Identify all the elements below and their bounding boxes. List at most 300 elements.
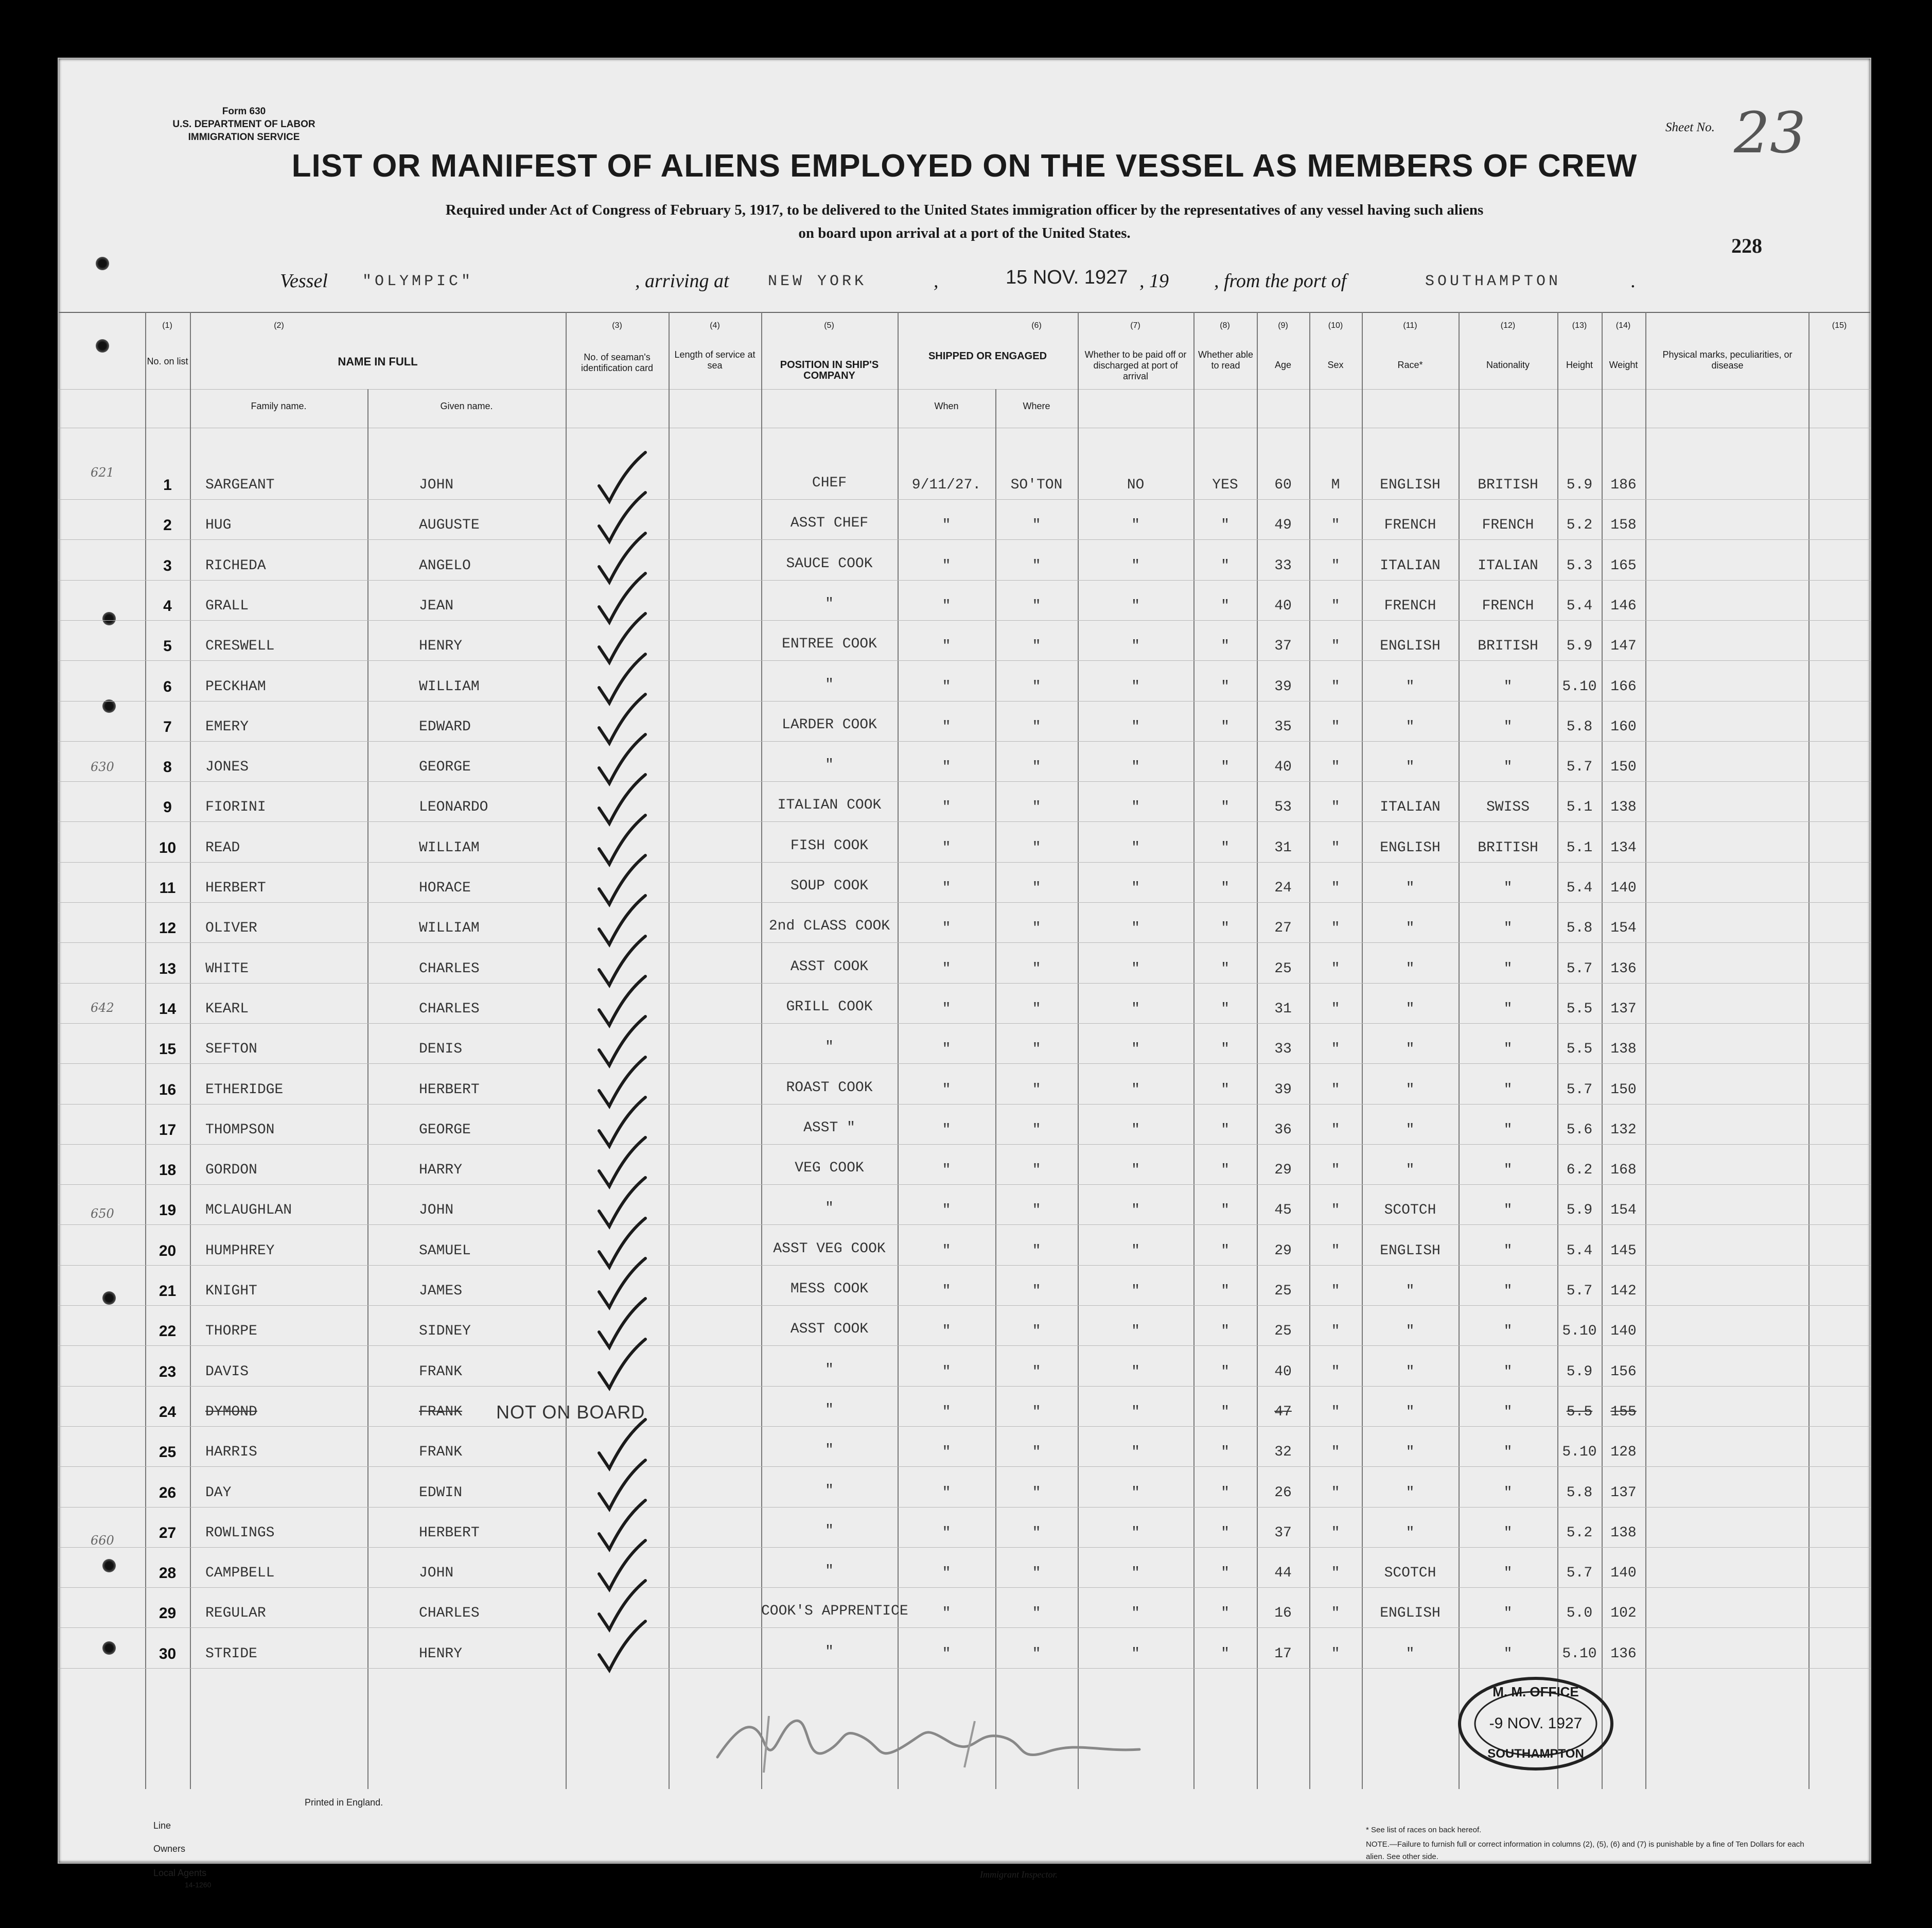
nationality: " xyxy=(1503,1524,1513,1541)
header-able-to-read: Whether able to read xyxy=(1198,349,1254,371)
race: " xyxy=(1406,1283,1415,1299)
subtitle-line-2: on board upon arrival at a port of the United States. xyxy=(798,225,1131,241)
table-row xyxy=(59,1392,1870,1432)
header-paid-off: Whether to be paid off or discharged at port of arrival xyxy=(1084,349,1187,381)
row-number: 11 xyxy=(159,880,176,897)
header-when: When xyxy=(934,401,959,411)
race: ITALIAN xyxy=(1380,799,1441,816)
table-row xyxy=(59,667,1870,707)
sex: " xyxy=(1331,598,1340,614)
able-to-read: " xyxy=(1221,1605,1230,1622)
paid-off: " xyxy=(1131,1404,1140,1420)
able-to-read: " xyxy=(1221,718,1230,735)
manifest-sheet xyxy=(58,58,1871,1889)
table-row xyxy=(59,1634,1870,1674)
weight: 136 xyxy=(1610,960,1637,977)
sex: " xyxy=(1331,759,1340,776)
position: COOK'S APPRENTICE xyxy=(761,1603,908,1620)
age: 31 xyxy=(1274,1001,1292,1017)
position: " xyxy=(825,1401,834,1418)
paid-off: " xyxy=(1131,1524,1140,1541)
margin-note: 621 xyxy=(91,465,114,480)
race: " xyxy=(1406,1444,1415,1461)
position: GRILL COOK xyxy=(786,998,873,1015)
shipped-when: " xyxy=(942,1484,951,1501)
sex: " xyxy=(1331,1605,1340,1622)
age: 26 xyxy=(1274,1484,1292,1501)
given-name: FRANK xyxy=(419,1404,463,1420)
nationality: " xyxy=(1503,1162,1513,1179)
nationality: BRITISH xyxy=(1478,638,1538,655)
row-number: 15 xyxy=(159,1041,177,1058)
shipped-where: " xyxy=(1032,1565,1041,1582)
nationality: " xyxy=(1503,1202,1513,1219)
height: 5.8 xyxy=(1566,718,1593,735)
height: 5.9 xyxy=(1566,477,1593,493)
sex: " xyxy=(1331,1363,1340,1380)
row-number: 24 xyxy=(159,1403,177,1421)
able-to-read: " xyxy=(1221,1444,1230,1461)
sex: " xyxy=(1331,839,1340,856)
age: 60 xyxy=(1274,477,1292,493)
weight: 140 xyxy=(1610,1323,1637,1340)
weight: 138 xyxy=(1610,799,1637,816)
weight: 160 xyxy=(1610,718,1637,735)
row-number: 6 xyxy=(163,678,172,695)
nationality: " xyxy=(1503,1001,1513,1017)
shipped-when: " xyxy=(942,1524,951,1541)
given-name: JAMES xyxy=(419,1283,463,1299)
race: ENGLISH xyxy=(1380,638,1441,655)
row-number: 5 xyxy=(163,638,172,655)
sex: " xyxy=(1331,1484,1340,1501)
height: 5.1 xyxy=(1566,799,1593,816)
row-number: 23 xyxy=(159,1363,177,1380)
races-note: * See list of races on back hereof. xyxy=(1366,1826,1482,1834)
row-number: 1 xyxy=(163,477,172,494)
paid-off: " xyxy=(1131,1645,1140,1662)
shipped-where: " xyxy=(1032,759,1041,776)
given-name: SAMUEL xyxy=(419,1242,471,1259)
shipped-when: " xyxy=(942,598,951,614)
sex: " xyxy=(1331,678,1340,695)
race: " xyxy=(1406,1524,1415,1541)
table-row xyxy=(59,747,1870,787)
nationality: " xyxy=(1503,1605,1513,1622)
sex: " xyxy=(1331,517,1340,534)
table-row xyxy=(59,868,1870,908)
row-number: 19 xyxy=(159,1202,177,1219)
column-number: (3) xyxy=(612,321,622,330)
given-name: JOHN xyxy=(419,477,454,493)
table-row xyxy=(59,1029,1870,1070)
row-number: 10 xyxy=(159,839,177,856)
height: 5.2 xyxy=(1566,1524,1593,1541)
position: CHEF xyxy=(812,475,847,491)
height: 5.7 xyxy=(1566,1081,1593,1098)
race: " xyxy=(1406,1645,1415,1662)
family-name: PECKHAM xyxy=(205,678,266,695)
height: 5.10 xyxy=(1562,1645,1597,1662)
shipped-when: " xyxy=(942,759,951,776)
weight: 128 xyxy=(1610,1444,1637,1461)
able-to-read: " xyxy=(1221,960,1230,977)
row-number: 20 xyxy=(159,1242,177,1259)
age: 47 xyxy=(1274,1404,1292,1420)
arrival-date-stamp: 15 NOV. 1927 xyxy=(1006,267,1128,288)
shipped-when: " xyxy=(942,557,951,574)
header-weight: Weight xyxy=(1609,360,1638,370)
family-name: HUMPHREY xyxy=(205,1242,275,1259)
shipped-when: " xyxy=(942,517,951,534)
shipped-where: " xyxy=(1032,1444,1041,1461)
family-name: THOMPSON xyxy=(205,1121,275,1138)
age: 40 xyxy=(1274,1363,1292,1380)
given-name: ANGELO xyxy=(419,557,471,574)
nationality: " xyxy=(1503,1041,1513,1058)
column-number: (14) xyxy=(1615,321,1631,330)
sex: " xyxy=(1331,1041,1340,1058)
height: 5.10 xyxy=(1562,678,1597,695)
age: 25 xyxy=(1274,1323,1292,1340)
table-row xyxy=(59,949,1870,989)
race: " xyxy=(1406,920,1415,937)
able-to-read: " xyxy=(1221,1202,1230,1219)
able-to-read: " xyxy=(1221,678,1230,695)
family-name: REGULAR xyxy=(205,1605,266,1622)
height: 5.1 xyxy=(1566,839,1593,856)
family-name: FIORINI xyxy=(205,799,266,816)
shipped-where: " xyxy=(1032,1202,1041,1219)
table-row xyxy=(59,989,1870,1029)
shipped-where: " xyxy=(1032,1001,1041,1017)
header-position: POSITION IN SHIP'S COMPANY xyxy=(780,359,879,381)
column-number: (11) xyxy=(1403,321,1417,330)
header-race: Race* xyxy=(1397,360,1423,370)
row-number: 8 xyxy=(163,759,172,776)
sheet-number: 23 xyxy=(1734,100,1806,166)
from-label: , from the port of xyxy=(1214,270,1347,292)
given-name: AUGUSTE xyxy=(419,517,480,534)
family-name: CRESWELL xyxy=(205,638,275,655)
paid-off: " xyxy=(1131,1001,1140,1017)
table-row xyxy=(59,586,1870,626)
height: 5.4 xyxy=(1566,598,1593,614)
nationality: " xyxy=(1503,1404,1513,1420)
race: " xyxy=(1406,1323,1415,1340)
shipped-when: " xyxy=(942,1565,951,1582)
age: 33 xyxy=(1274,557,1292,574)
race: " xyxy=(1406,960,1415,977)
nationality: " xyxy=(1503,1242,1513,1259)
header-age: Age xyxy=(1274,360,1292,370)
position: ROAST COOK xyxy=(786,1079,873,1096)
race: ENGLISH xyxy=(1380,1605,1441,1622)
paid-off: " xyxy=(1131,759,1140,776)
age: 27 xyxy=(1274,920,1292,937)
height: 5.9 xyxy=(1566,638,1593,655)
local-agents-label: Local Agents xyxy=(153,1868,207,1878)
paid-off: " xyxy=(1131,1605,1140,1622)
nationality: " xyxy=(1503,1081,1513,1098)
document-title: LIST OR MANIFEST OF ALIENS EMPLOYED ON THE VESSEL AS MEMBERS OF CREW xyxy=(291,148,1638,184)
margin-note: 660 xyxy=(91,1533,114,1548)
able-to-read: " xyxy=(1221,598,1230,614)
paid-off: " xyxy=(1131,1041,1140,1058)
row-number: 12 xyxy=(159,920,177,937)
family-name: DAY xyxy=(205,1484,232,1501)
weight: 137 xyxy=(1610,1001,1637,1017)
height: 5.7 xyxy=(1566,759,1593,776)
race: FRENCH xyxy=(1384,517,1436,534)
vessel-name: "OLYMPIC" xyxy=(362,273,474,290)
shipped-when: " xyxy=(942,960,951,977)
position: ASST COOK xyxy=(790,1321,869,1338)
paid-off: " xyxy=(1131,1565,1140,1582)
race: " xyxy=(1406,880,1415,896)
age: 31 xyxy=(1274,839,1292,856)
able-to-read: " xyxy=(1221,1242,1230,1259)
row-number: 27 xyxy=(159,1524,177,1541)
given-name: JOHN xyxy=(419,1202,454,1219)
paid-off: " xyxy=(1131,1202,1140,1219)
sex: M xyxy=(1331,477,1340,493)
able-to-read: " xyxy=(1221,1283,1230,1299)
family-name: KEARL xyxy=(205,1001,249,1017)
position: " xyxy=(825,1482,834,1499)
shipped-where: " xyxy=(1032,1242,1041,1259)
nationality: " xyxy=(1503,759,1513,776)
column-number: (5) xyxy=(824,321,834,330)
row-number: 4 xyxy=(163,597,172,615)
given-name: HENRY xyxy=(419,638,463,655)
given-name: WILLIAM xyxy=(419,920,480,937)
nationality: " xyxy=(1503,960,1513,977)
header-where: Where xyxy=(1023,401,1050,411)
table-row xyxy=(59,1473,1870,1513)
column-number: (7) xyxy=(1130,321,1140,330)
column-number: (6) xyxy=(1031,321,1042,330)
nationality: BRITISH xyxy=(1478,477,1538,493)
shipped-where: " xyxy=(1032,880,1041,896)
able-to-read: " xyxy=(1221,1162,1230,1179)
row-number: 18 xyxy=(159,1162,177,1179)
race: " xyxy=(1406,1121,1415,1138)
table-row xyxy=(59,1190,1870,1231)
nationality: BRITISH xyxy=(1478,839,1538,856)
nationality: SWISS xyxy=(1486,799,1530,816)
shipped-when: " xyxy=(942,799,951,816)
height: 5.9 xyxy=(1566,1202,1593,1219)
row-number: 25 xyxy=(159,1444,177,1461)
height: 5.7 xyxy=(1566,1283,1593,1299)
nationality: " xyxy=(1503,920,1513,937)
height: 5.10 xyxy=(1562,1323,1597,1340)
paid-off: " xyxy=(1131,1323,1140,1340)
paid-off: NO xyxy=(1127,477,1145,493)
given-name: EDWIN xyxy=(419,1484,463,1501)
weight: 154 xyxy=(1610,1202,1637,1219)
header-no-on-list: No. on list xyxy=(147,356,188,366)
age: 40 xyxy=(1274,759,1292,776)
age: 40 xyxy=(1274,598,1292,614)
position: ENTREE COOK xyxy=(782,636,877,653)
shipped-where: " xyxy=(1032,839,1041,856)
nationality: " xyxy=(1503,678,1513,695)
row-number: 26 xyxy=(159,1484,177,1501)
weight: 165 xyxy=(1610,557,1637,574)
row-number: 22 xyxy=(159,1323,177,1340)
race: " xyxy=(1406,1001,1415,1017)
able-to-read: " xyxy=(1221,799,1230,816)
able-to-read: " xyxy=(1221,920,1230,937)
shipped-where: " xyxy=(1032,1404,1041,1420)
able-to-read: " xyxy=(1221,1081,1230,1098)
paid-off: " xyxy=(1131,557,1140,574)
table-row xyxy=(59,1513,1870,1553)
shipped-where: " xyxy=(1032,920,1041,937)
column-number: (9) xyxy=(1278,321,1288,330)
shipped-where: SO'TON xyxy=(1010,477,1063,493)
nationality: " xyxy=(1503,1645,1513,1662)
header-given-name: Given name. xyxy=(440,401,493,411)
subtitle-line-1: Required under Act of Congress of February 5, 1917, to be delivered to the United States immigration officer by the representatives of any vessel having such aliens xyxy=(445,202,1484,218)
weight: 142 xyxy=(1610,1283,1637,1299)
family-name: JONES xyxy=(205,759,249,776)
age: 16 xyxy=(1274,1605,1292,1622)
race: SCOTCH xyxy=(1384,1565,1436,1582)
sex: " xyxy=(1331,1001,1340,1017)
shipped-when: " xyxy=(942,638,951,655)
sex: " xyxy=(1331,1565,1340,1582)
race: " xyxy=(1406,718,1415,735)
header-sex: Sex xyxy=(1327,360,1344,370)
shipped-when: " xyxy=(942,1605,951,1622)
given-name: EDWARD xyxy=(419,718,471,735)
paid-off: " xyxy=(1131,839,1140,856)
row-number: 17 xyxy=(159,1121,177,1138)
shipped-where: " xyxy=(1032,1605,1041,1622)
row-number: 29 xyxy=(159,1605,177,1622)
weight: 145 xyxy=(1610,1242,1637,1259)
paid-off: " xyxy=(1131,678,1140,695)
height: 5.5 xyxy=(1566,1404,1593,1420)
shipped-when: " xyxy=(942,1323,951,1340)
table-row xyxy=(59,787,1870,828)
table-row xyxy=(59,1231,1870,1271)
column-number: (2) xyxy=(274,321,284,330)
margin-note: 650 xyxy=(91,1206,114,1221)
given-name: GEORGE xyxy=(419,1121,471,1138)
paid-off: " xyxy=(1131,1121,1140,1138)
nationality: " xyxy=(1503,1444,1513,1461)
column-number: (15) xyxy=(1832,321,1847,330)
position: " xyxy=(825,595,834,612)
age: 39 xyxy=(1274,1081,1292,1098)
family-name: ROWLINGS xyxy=(205,1524,275,1541)
table-row xyxy=(59,1432,1870,1473)
family-name: RICHEDA xyxy=(205,557,266,574)
age: 45 xyxy=(1274,1202,1292,1219)
shipped-where: " xyxy=(1032,1283,1041,1299)
sex: " xyxy=(1331,1404,1340,1420)
shipped-where: " xyxy=(1032,1162,1041,1179)
height: 5.5 xyxy=(1566,1041,1593,1058)
sheet-label: Sheet No. xyxy=(1665,120,1715,134)
nationality: " xyxy=(1503,1484,1513,1501)
table-row xyxy=(59,1553,1870,1593)
position: SAUCE COOK xyxy=(786,555,873,572)
stamp-bottom: SOUTHAMPTON xyxy=(1487,1747,1584,1761)
form-number: Form 630 xyxy=(222,106,266,117)
position: " xyxy=(825,1522,834,1539)
row-number: 2 xyxy=(163,517,172,534)
owners-label: Owners xyxy=(153,1844,186,1854)
shipped-when: " xyxy=(942,1121,951,1138)
row-number: 14 xyxy=(159,1000,177,1018)
family-name: MCLAUGHLAN xyxy=(205,1202,292,1219)
height: 5.7 xyxy=(1566,1565,1593,1582)
nationality: " xyxy=(1503,718,1513,735)
line-label: Line xyxy=(153,1820,171,1831)
weight: 132 xyxy=(1610,1121,1637,1138)
table-row xyxy=(59,1593,1870,1634)
age: 25 xyxy=(1274,960,1292,977)
weight: 150 xyxy=(1610,1081,1637,1098)
height: 5.9 xyxy=(1566,1363,1593,1380)
sex: " xyxy=(1331,1645,1340,1662)
race: ENGLISH xyxy=(1380,477,1441,493)
able-to-read: " xyxy=(1221,880,1230,896)
able-to-read: " xyxy=(1221,1363,1230,1380)
age: 35 xyxy=(1274,718,1292,735)
check-mark-icon xyxy=(594,1619,651,1675)
race: " xyxy=(1406,1162,1415,1179)
race: ENGLISH xyxy=(1380,839,1441,856)
able-to-read: " xyxy=(1221,517,1230,534)
shipped-when: " xyxy=(942,1202,951,1219)
given-name: FRANK xyxy=(419,1363,463,1380)
header-physical-marks: Physical marks, peculiarities, or disease xyxy=(1662,349,1793,371)
margin-note: 630 xyxy=(91,760,114,774)
paid-off: " xyxy=(1131,718,1140,735)
table-row xyxy=(59,1271,1870,1311)
weight: 140 xyxy=(1610,880,1637,896)
form-identifier xyxy=(136,105,352,144)
weight: 136 xyxy=(1610,1645,1637,1662)
shipped-when: " xyxy=(942,839,951,856)
given-name: HARRY xyxy=(419,1162,463,1179)
family-name: GRALL xyxy=(205,598,249,614)
sex: " xyxy=(1331,799,1340,816)
position: ITALIAN COOK xyxy=(777,797,882,814)
shipped-where: " xyxy=(1032,678,1041,695)
given-name: CHARLES xyxy=(419,1605,480,1622)
height: 5.8 xyxy=(1566,1484,1593,1501)
given-name: LEONARDO xyxy=(419,799,488,816)
shipped-where: " xyxy=(1032,1121,1041,1138)
column-number: (13) xyxy=(1572,321,1587,330)
table-row xyxy=(59,465,1870,505)
given-name: CHARLES xyxy=(419,1001,480,1017)
height: 6.2 xyxy=(1566,1162,1593,1179)
weight: 150 xyxy=(1610,759,1637,776)
weight: 146 xyxy=(1610,598,1637,614)
sex: " xyxy=(1331,1524,1340,1541)
table-row xyxy=(59,1352,1870,1392)
row-number: 9 xyxy=(163,799,172,816)
form-code: 14-1260 xyxy=(185,1881,212,1889)
